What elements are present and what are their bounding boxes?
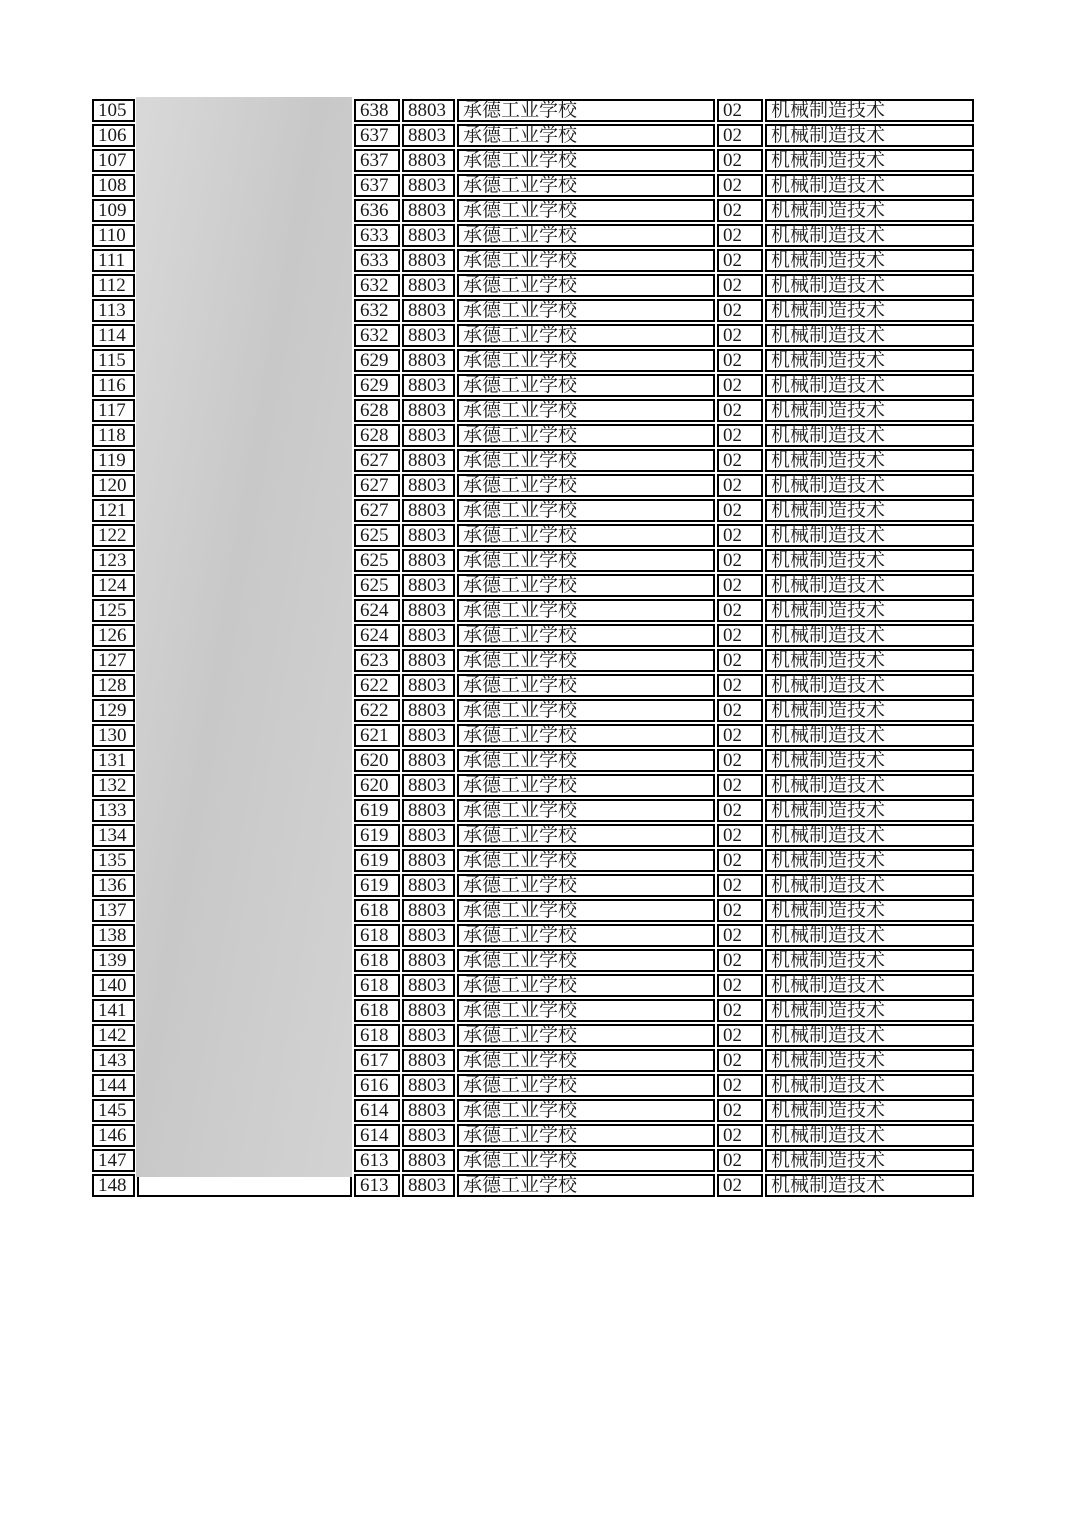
cell-school_code: 8803 xyxy=(402,1099,455,1122)
cell-school_code: 8803 xyxy=(402,949,455,972)
cell-no: 111 xyxy=(92,249,135,272)
cell-score: 613 xyxy=(354,1149,400,1172)
cell-no: 142 xyxy=(92,1024,135,1047)
results-table-container xyxy=(90,97,976,1199)
cell-major_code: 02 xyxy=(717,774,763,797)
cell-no: 135 xyxy=(92,849,135,872)
cell-school_code: 8803 xyxy=(402,674,455,697)
cell-school_code: 8803 xyxy=(402,499,455,522)
cell-school_code: 8803 xyxy=(402,424,455,447)
cell-no: 146 xyxy=(92,1124,135,1147)
cell-score: 624 xyxy=(354,624,400,647)
cell-major_code: 02 xyxy=(717,999,763,1022)
cell-redacted xyxy=(137,1174,352,1197)
cell-major_code: 02 xyxy=(717,874,763,897)
cell-no: 106 xyxy=(92,124,135,147)
cell-school_name: 承德工业学校 xyxy=(457,924,715,947)
cell-major_code: 02 xyxy=(717,324,763,347)
cell-major_name: 机械制造技术 xyxy=(765,1174,974,1197)
cell-school_name: 承德工业学校 xyxy=(457,449,715,472)
cell-school_code: 8803 xyxy=(402,924,455,947)
cell-major_code: 02 xyxy=(717,824,763,847)
cell-school_name: 承德工业学校 xyxy=(457,199,715,222)
cell-score: 633 xyxy=(354,224,400,247)
cell-school_code: 8803 xyxy=(402,249,455,272)
cell-score: 620 xyxy=(354,749,400,772)
cell-school_name: 承德工业学校 xyxy=(457,824,715,847)
cell-score: 618 xyxy=(354,974,400,997)
cell-no: 118 xyxy=(92,424,135,447)
cell-score: 623 xyxy=(354,649,400,672)
cell-no: 116 xyxy=(92,374,135,397)
cell-school_name: 承德工业学校 xyxy=(457,474,715,497)
cell-no: 139 xyxy=(92,949,135,972)
cell-school_code: 8803 xyxy=(402,874,455,897)
cell-school_code: 8803 xyxy=(402,799,455,822)
cell-major_name: 机械制造技术 xyxy=(765,599,974,622)
cell-school_code: 8803 xyxy=(402,449,455,472)
cell-major_code: 02 xyxy=(717,274,763,297)
cell-score: 638 xyxy=(354,99,400,122)
cell-school_name: 承德工业学校 xyxy=(457,749,715,772)
cell-major_name: 机械制造技术 xyxy=(765,99,974,122)
cell-major_code: 02 xyxy=(717,899,763,922)
cell-school_code: 8803 xyxy=(402,324,455,347)
cell-no: 137 xyxy=(92,899,135,922)
cell-score: 636 xyxy=(354,199,400,222)
cell-score: 632 xyxy=(354,274,400,297)
cell-major_name: 机械制造技术 xyxy=(765,899,974,922)
cell-school_code: 8803 xyxy=(402,349,455,372)
cell-major_code: 02 xyxy=(717,924,763,947)
cell-major_name: 机械制造技术 xyxy=(765,624,974,647)
cell-no: 121 xyxy=(92,499,135,522)
cell-score: 621 xyxy=(354,724,400,747)
cell-no: 138 xyxy=(92,924,135,947)
cell-major_code: 02 xyxy=(717,524,763,547)
cell-major_code: 02 xyxy=(717,599,763,622)
cell-score: 628 xyxy=(354,399,400,422)
cell-score: 637 xyxy=(354,174,400,197)
cell-major_name: 机械制造技术 xyxy=(765,774,974,797)
cell-score: 632 xyxy=(354,299,400,322)
cell-major_name: 机械制造技术 xyxy=(765,524,974,547)
cell-major_name: 机械制造技术 xyxy=(765,1049,974,1072)
cell-major_name: 机械制造技术 xyxy=(765,1074,974,1097)
cell-no: 127 xyxy=(92,649,135,672)
cell-school_code: 8803 xyxy=(402,1074,455,1097)
cell-major_code: 02 xyxy=(717,1074,763,1097)
cell-major_code: 02 xyxy=(717,424,763,447)
cell-major_name: 机械制造技术 xyxy=(765,1024,974,1047)
cell-score: 622 xyxy=(354,674,400,697)
cell-school_name: 承德工业学校 xyxy=(457,1174,715,1197)
cell-major_name: 机械制造技术 xyxy=(765,874,974,897)
cell-score: 619 xyxy=(354,874,400,897)
cell-major_code: 02 xyxy=(717,1049,763,1072)
cell-no: 143 xyxy=(92,1049,135,1072)
cell-school_code: 8803 xyxy=(402,974,455,997)
cell-no: 110 xyxy=(92,224,135,247)
cell-school_name: 承德工业学校 xyxy=(457,724,715,747)
cell-score: 619 xyxy=(354,849,400,872)
cell-score: 619 xyxy=(354,824,400,847)
cell-no: 131 xyxy=(92,749,135,772)
cell-major_code: 02 xyxy=(717,724,763,747)
cell-school_code: 8803 xyxy=(402,624,455,647)
cell-school_code: 8803 xyxy=(402,174,455,197)
cell-school_name: 承德工业学校 xyxy=(457,124,715,147)
cell-score: 616 xyxy=(354,1074,400,1097)
cell-major_name: 机械制造技术 xyxy=(765,1149,974,1172)
cell-school_name: 承德工业学校 xyxy=(457,499,715,522)
cell-major_name: 机械制造技术 xyxy=(765,799,974,822)
cell-school_name: 承德工业学校 xyxy=(457,399,715,422)
cell-major_name: 机械制造技术 xyxy=(765,974,974,997)
cell-major_name: 机械制造技术 xyxy=(765,324,974,347)
cell-school_name: 承德工业学校 xyxy=(457,324,715,347)
cell-school_name: 承德工业学校 xyxy=(457,599,715,622)
cell-major_name: 机械制造技术 xyxy=(765,699,974,722)
cell-major_code: 02 xyxy=(717,574,763,597)
cell-school_name: 承德工业学校 xyxy=(457,1099,715,1122)
cell-school_name: 承德工业学校 xyxy=(457,774,715,797)
cell-score: 618 xyxy=(354,924,400,947)
cell-school_code: 8803 xyxy=(402,374,455,397)
cell-major_name: 机械制造技术 xyxy=(765,174,974,197)
cell-no: 141 xyxy=(92,999,135,1022)
cell-major_name: 机械制造技术 xyxy=(765,649,974,672)
cell-major_code: 02 xyxy=(717,249,763,272)
cell-school_code: 8803 xyxy=(402,274,455,297)
cell-major_name: 机械制造技术 xyxy=(765,224,974,247)
cell-school_code: 8803 xyxy=(402,1174,455,1197)
cell-major_name: 机械制造技术 xyxy=(765,449,974,472)
cell-no: 113 xyxy=(92,299,135,322)
cell-major_name: 机械制造技术 xyxy=(765,474,974,497)
cell-score: 624 xyxy=(354,599,400,622)
cell-school_name: 承德工业学校 xyxy=(457,1049,715,1072)
cell-major_code: 02 xyxy=(717,399,763,422)
cell-school_code: 8803 xyxy=(402,724,455,747)
cell-school_name: 承德工业学校 xyxy=(457,524,715,547)
cell-school_name: 承德工业学校 xyxy=(457,574,715,597)
cell-major_code: 02 xyxy=(717,974,763,997)
cell-major_code: 02 xyxy=(717,224,763,247)
cell-school_code: 8803 xyxy=(402,749,455,772)
cell-major_name: 机械制造技术 xyxy=(765,124,974,147)
cell-school_code: 8803 xyxy=(402,1024,455,1047)
cell-major_code: 02 xyxy=(717,474,763,497)
cell-major_code: 02 xyxy=(717,1124,763,1147)
cell-school_name: 承德工业学校 xyxy=(457,949,715,972)
cell-score: 614 xyxy=(354,1099,400,1122)
cell-school_code: 8803 xyxy=(402,699,455,722)
cell-no: 128 xyxy=(92,674,135,697)
cell-major_name: 机械制造技术 xyxy=(765,949,974,972)
cell-score: 619 xyxy=(354,799,400,822)
cell-school_name: 承德工业学校 xyxy=(457,249,715,272)
cell-school_name: 承德工业学校 xyxy=(457,624,715,647)
cell-no: 126 xyxy=(92,624,135,647)
cell-no: 112 xyxy=(92,274,135,297)
cell-major_name: 机械制造技术 xyxy=(765,824,974,847)
cell-major_name: 机械制造技术 xyxy=(765,1099,974,1122)
cell-school_name: 承德工业学校 xyxy=(457,549,715,572)
cell-school_name: 承德工业学校 xyxy=(457,999,715,1022)
cell-score: 627 xyxy=(354,449,400,472)
cell-no: 136 xyxy=(92,874,135,897)
cell-school_name: 承德工业学校 xyxy=(457,374,715,397)
cell-score: 627 xyxy=(354,474,400,497)
cell-major_code: 02 xyxy=(717,499,763,522)
cell-school_code: 8803 xyxy=(402,399,455,422)
cell-no: 107 xyxy=(92,149,135,172)
cell-school_code: 8803 xyxy=(402,549,455,572)
cell-score: 625 xyxy=(354,549,400,572)
cell-no: 129 xyxy=(92,699,135,722)
cell-score: 629 xyxy=(354,374,400,397)
table-row xyxy=(92,1174,974,1197)
cell-no: 120 xyxy=(92,474,135,497)
cell-school_code: 8803 xyxy=(402,224,455,247)
cell-major_name: 机械制造技术 xyxy=(765,424,974,447)
cell-score: 633 xyxy=(354,249,400,272)
cell-major_code: 02 xyxy=(717,349,763,372)
cell-score: 627 xyxy=(354,499,400,522)
cell-major_name: 机械制造技术 xyxy=(765,724,974,747)
cell-school_name: 承德工业学校 xyxy=(457,149,715,172)
cell-school_name: 承德工业学校 xyxy=(457,274,715,297)
cell-score: 618 xyxy=(354,1024,400,1047)
cell-school_code: 8803 xyxy=(402,149,455,172)
cell-score: 632 xyxy=(354,324,400,347)
cell-school_code: 8803 xyxy=(402,124,455,147)
cell-school_name: 承德工业学校 xyxy=(457,224,715,247)
cell-major_name: 机械制造技术 xyxy=(765,374,974,397)
cell-school_code: 8803 xyxy=(402,99,455,122)
cell-school_name: 承德工业学校 xyxy=(457,424,715,447)
cell-school_name: 承德工业学校 xyxy=(457,799,715,822)
cell-school_code: 8803 xyxy=(402,574,455,597)
cell-no: 130 xyxy=(92,724,135,747)
cell-score: 628 xyxy=(354,424,400,447)
cell-school_code: 8803 xyxy=(402,599,455,622)
cell-no: 115 xyxy=(92,349,135,372)
cell-no: 140 xyxy=(92,974,135,997)
cell-school_name: 承德工业学校 xyxy=(457,99,715,122)
redaction-overlay xyxy=(136,97,352,1177)
cell-school_name: 承德工业学校 xyxy=(457,899,715,922)
cell-major_code: 02 xyxy=(717,1149,763,1172)
cell-no: 117 xyxy=(92,399,135,422)
cell-score: 614 xyxy=(354,1124,400,1147)
cell-major_code: 02 xyxy=(717,674,763,697)
cell-major_code: 02 xyxy=(717,1174,763,1197)
cell-school_code: 8803 xyxy=(402,474,455,497)
cell-school_code: 8803 xyxy=(402,649,455,672)
cell-no: 123 xyxy=(92,549,135,572)
cell-major_code: 02 xyxy=(717,174,763,197)
cell-school_name: 承德工业学校 xyxy=(457,349,715,372)
cell-major_code: 02 xyxy=(717,1099,763,1122)
cell-school_name: 承德工业学校 xyxy=(457,1024,715,1047)
cell-school_name: 承德工业学校 xyxy=(457,649,715,672)
cell-score: 618 xyxy=(354,949,400,972)
cell-major_name: 机械制造技术 xyxy=(765,999,974,1022)
cell-no: 132 xyxy=(92,774,135,797)
cell-school_code: 8803 xyxy=(402,299,455,322)
cell-no: 148 xyxy=(92,1174,135,1197)
cell-score: 625 xyxy=(354,574,400,597)
cell-major_name: 机械制造技术 xyxy=(765,674,974,697)
cell-major_code: 02 xyxy=(717,849,763,872)
cell-school_code: 8803 xyxy=(402,849,455,872)
cell-major_name: 机械制造技术 xyxy=(765,274,974,297)
cell-no: 119 xyxy=(92,449,135,472)
cell-score: 613 xyxy=(354,1174,400,1197)
cell-score: 617 xyxy=(354,1049,400,1072)
cell-major_name: 机械制造技术 xyxy=(765,924,974,947)
cell-school_code: 8803 xyxy=(402,899,455,922)
cell-no: 124 xyxy=(92,574,135,597)
cell-major_code: 02 xyxy=(717,199,763,222)
cell-score: 618 xyxy=(354,899,400,922)
cell-no: 144 xyxy=(92,1074,135,1097)
cell-major_name: 机械制造技术 xyxy=(765,749,974,772)
cell-major_name: 机械制造技术 xyxy=(765,849,974,872)
cell-school_code: 8803 xyxy=(402,774,455,797)
cell-score: 620 xyxy=(354,774,400,797)
cell-major_code: 02 xyxy=(717,624,763,647)
cell-major_code: 02 xyxy=(717,749,763,772)
cell-school_name: 承德工业学校 xyxy=(457,874,715,897)
cell-school_name: 承德工业学校 xyxy=(457,1074,715,1097)
cell-major_code: 02 xyxy=(717,149,763,172)
cell-major_name: 机械制造技术 xyxy=(765,149,974,172)
cell-school_name: 承德工业学校 xyxy=(457,674,715,697)
cell-school_name: 承德工业学校 xyxy=(457,299,715,322)
cell-school_code: 8803 xyxy=(402,1124,455,1147)
cell-major_name: 机械制造技术 xyxy=(765,199,974,222)
cell-no: 145 xyxy=(92,1099,135,1122)
cell-score: 618 xyxy=(354,999,400,1022)
cell-no: 125 xyxy=(92,599,135,622)
cell-major_name: 机械制造技术 xyxy=(765,249,974,272)
cell-score: 622 xyxy=(354,699,400,722)
cell-school_code: 8803 xyxy=(402,1149,455,1172)
cell-major_code: 02 xyxy=(717,374,763,397)
cell-major_name: 机械制造技术 xyxy=(765,1124,974,1147)
cell-no: 134 xyxy=(92,824,135,847)
cell-no: 114 xyxy=(92,324,135,347)
cell-major_name: 机械制造技术 xyxy=(765,499,974,522)
cell-major_code: 02 xyxy=(717,449,763,472)
cell-major_name: 机械制造技术 xyxy=(765,399,974,422)
cell-no: 105 xyxy=(92,99,135,122)
cell-school_code: 8803 xyxy=(402,999,455,1022)
cell-major_name: 机械制造技术 xyxy=(765,299,974,322)
cell-major_code: 02 xyxy=(717,99,763,122)
cell-school_code: 8803 xyxy=(402,1049,455,1072)
cell-major_code: 02 xyxy=(717,1024,763,1047)
cell-school_name: 承德工业学校 xyxy=(457,1149,715,1172)
cell-score: 629 xyxy=(354,349,400,372)
cell-school_name: 承德工业学校 xyxy=(457,974,715,997)
cell-major_name: 机械制造技术 xyxy=(765,549,974,572)
cell-score: 637 xyxy=(354,149,400,172)
cell-no: 147 xyxy=(92,1149,135,1172)
cell-major_code: 02 xyxy=(717,799,763,822)
cell-score: 637 xyxy=(354,124,400,147)
cell-school_name: 承德工业学校 xyxy=(457,174,715,197)
cell-major_code: 02 xyxy=(717,549,763,572)
cell-major_name: 机械制造技术 xyxy=(765,574,974,597)
cell-no: 122 xyxy=(92,524,135,547)
cell-major_code: 02 xyxy=(717,299,763,322)
cell-major_code: 02 xyxy=(717,649,763,672)
cell-school_code: 8803 xyxy=(402,524,455,547)
cell-major_code: 02 xyxy=(717,124,763,147)
cell-major_code: 02 xyxy=(717,949,763,972)
cell-school_code: 8803 xyxy=(402,199,455,222)
cell-school_code: 8803 xyxy=(402,824,455,847)
cell-school_name: 承德工业学校 xyxy=(457,699,715,722)
cell-no: 108 xyxy=(92,174,135,197)
cell-score: 625 xyxy=(354,524,400,547)
cell-no: 133 xyxy=(92,799,135,822)
cell-no: 109 xyxy=(92,199,135,222)
cell-school_name: 承德工业学校 xyxy=(457,849,715,872)
cell-school_name: 承德工业学校 xyxy=(457,1124,715,1147)
cell-major_code: 02 xyxy=(717,699,763,722)
cell-major_name: 机械制造技术 xyxy=(765,349,974,372)
